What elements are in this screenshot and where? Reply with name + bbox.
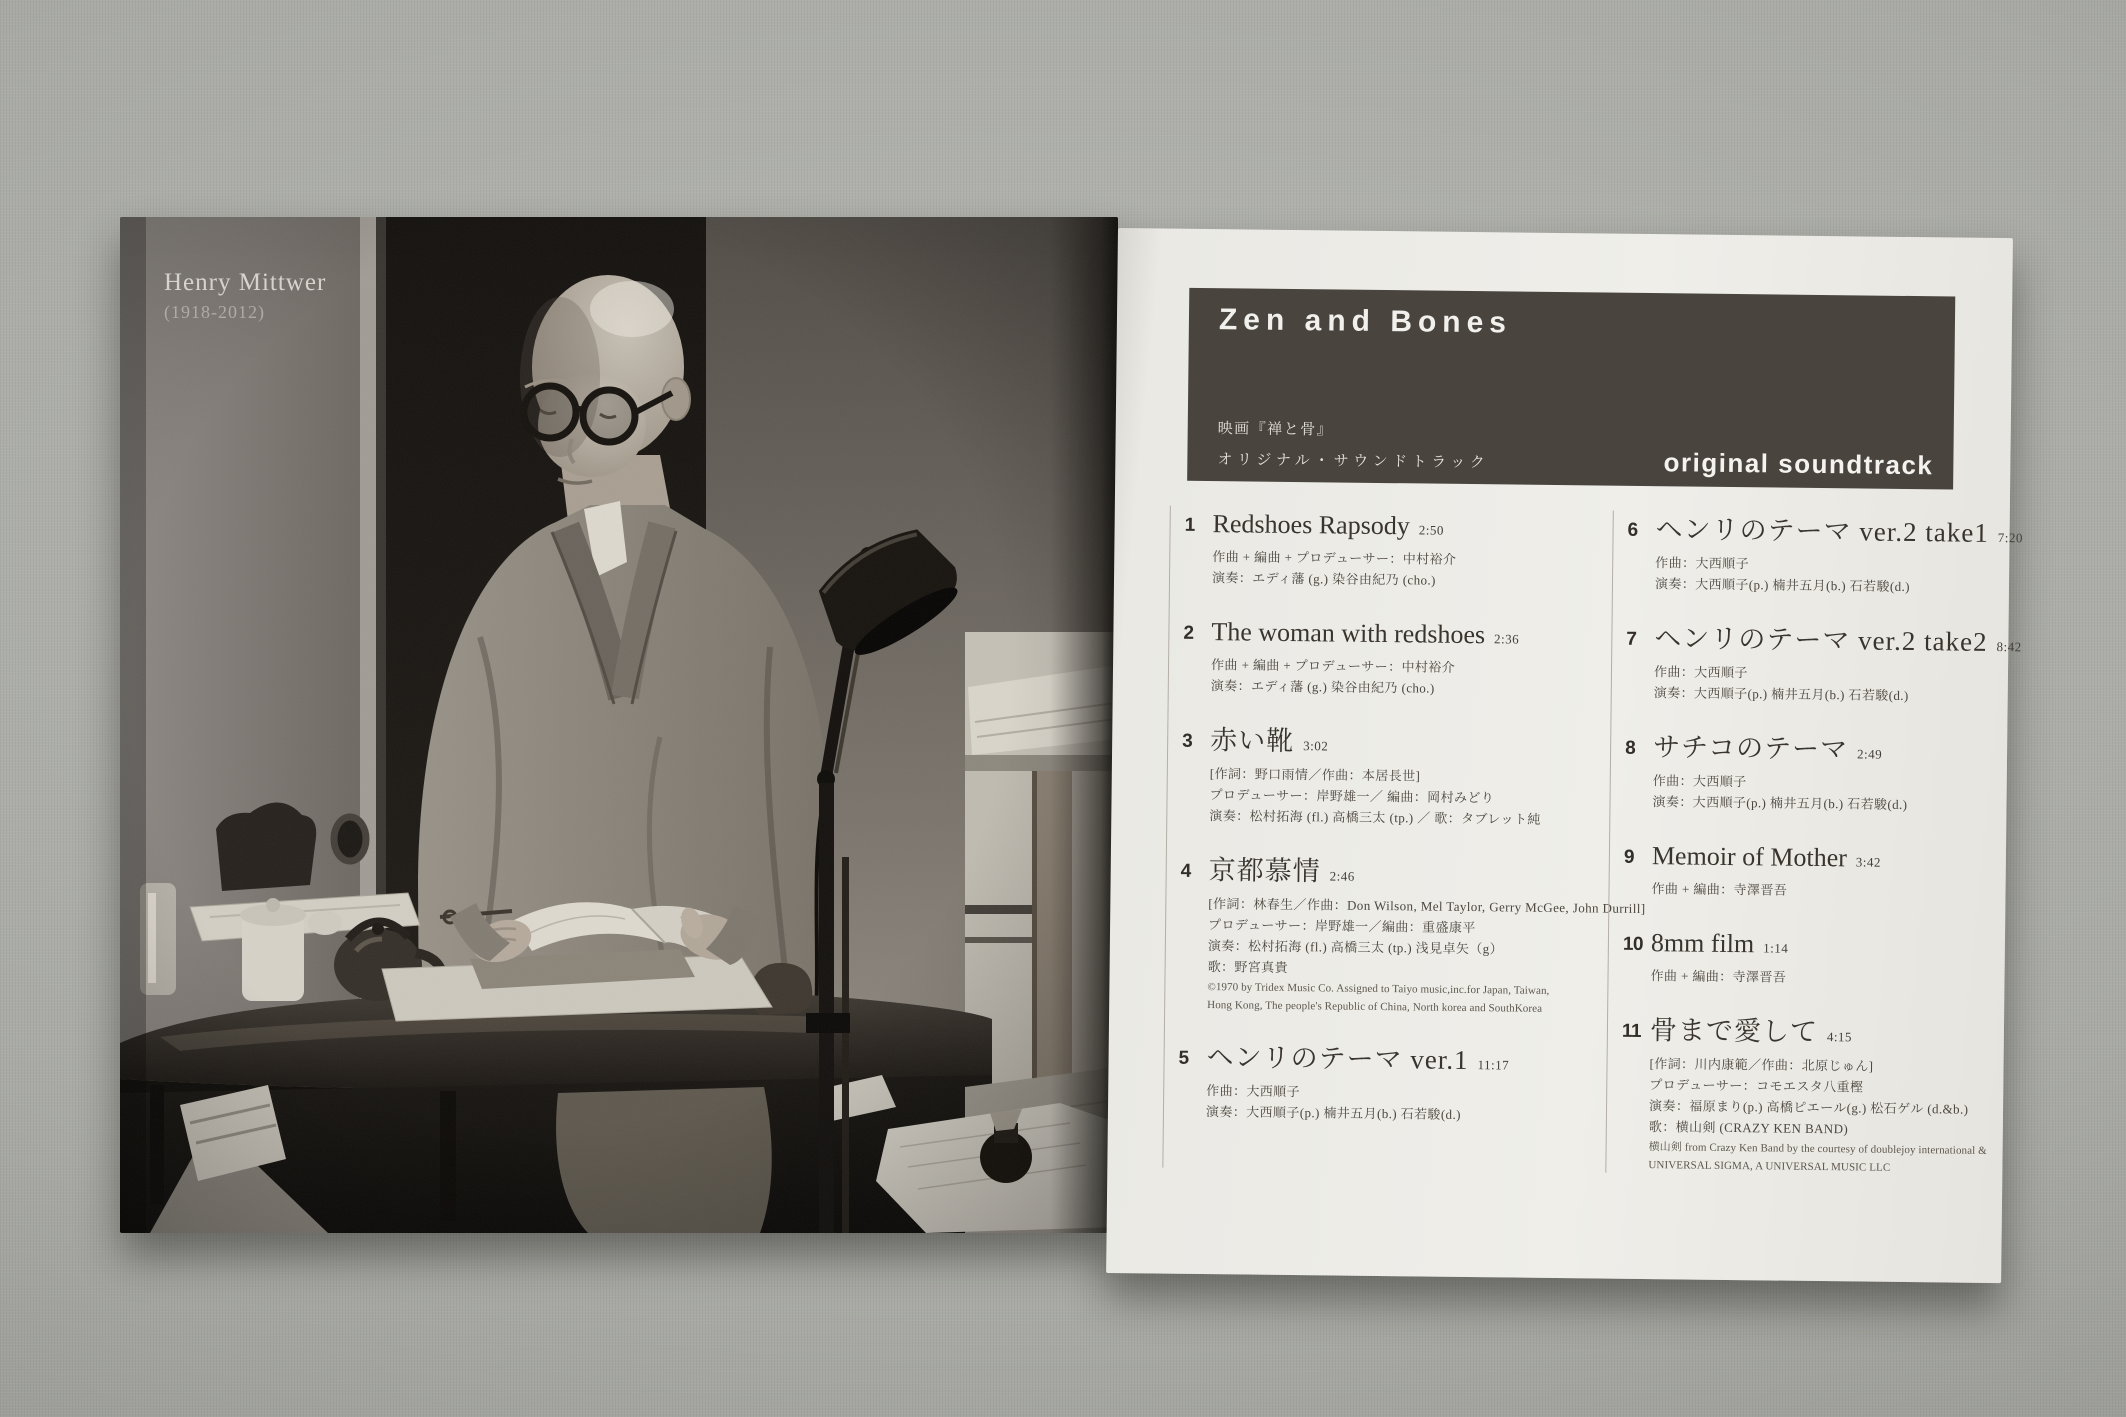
track-credit: 作曲 + 編曲 + プロデューサー：中村裕介 (1210, 657, 1456, 675)
track-credit: 演奏：松村拓海 (fl.) 高橋三太 (tp.) ／ 歌：タブレット純 (1209, 808, 1541, 827)
track-time: 11:17 (1477, 1057, 1510, 1073)
track-title-line (1212, 506, 1597, 550)
track-title-line (1654, 620, 2022, 665)
album-subtitle-jp (1217, 418, 1490, 474)
track-title: Memoir of Mother (1651, 841, 1848, 873)
track-title-line (1206, 1039, 1591, 1084)
track-credit: 演奏：大西順子(p.) 楠井五月(b.) 石若駿(d.) (1653, 685, 1909, 703)
track-body (1651, 838, 2008, 903)
track-item (1184, 506, 1598, 593)
track-title-line (1211, 614, 1596, 658)
track-credit: [作詞：林春生／作曲：Don Wilson, Mel Taylor, Gerry McGee, John Durrill] (1208, 896, 1646, 917)
track-note: Hong Kong, The people's Republic of China, North korea and SouthKorea (1207, 999, 1543, 1015)
track-number: 5 (1178, 1047, 1189, 1069)
album-title: Zen and Bones (1218, 303, 1513, 340)
track-credit: プロデューサー：岸野雄一／編曲：重盛康平 (1208, 917, 1476, 936)
album-subtitle-line1: 映画『禅と骨』 (1217, 421, 1334, 439)
track-credit: [作詞：野口雨情／作曲：本居長世] (1209, 766, 1421, 784)
track-item (1181, 722, 1595, 831)
right-page-tracklist (1106, 228, 2023, 1283)
track-number: 11 (1621, 1020, 1642, 1042)
track-time: 3:02 (1303, 738, 1329, 754)
track-note: ©1970 by Tridex Music Co. Assigned to Taiyo music,inc.for Japan, Taiwan, (1207, 981, 1550, 997)
track-title: The woman with redshoes (1211, 617, 1486, 650)
track-item (1183, 614, 1597, 701)
track-body (1654, 511, 2023, 598)
track-title-line (1653, 729, 2009, 774)
track-time: 2:36 (1493, 631, 1520, 647)
track-body (1652, 729, 2009, 816)
track-credit: 作曲 + 編曲 + プロデューサー：中村裕介 (1212, 549, 1457, 567)
track-body (1209, 722, 1595, 830)
track-title: 8mm film (1650, 928, 1755, 959)
track-credit: [作詞：川内康範／作曲：北原じゅん] (1649, 1056, 1874, 1074)
album-header-band (1187, 288, 1955, 490)
track-number: 10 (1622, 933, 1644, 956)
track-item (1627, 511, 2023, 598)
track-credit: 歌：野宮真貴 (1207, 959, 1289, 975)
track-credit: 演奏：大西順子(p.) 楠井五月(b.) 石若駿(d.) (1205, 1104, 1461, 1122)
track-note: 横山剣 from Crazy Ken Band by the courtesy of doublejoy international & (1648, 1141, 1987, 1157)
track-body (1211, 614, 1597, 700)
track-item (1620, 1012, 2006, 1177)
track-number: 8 (1625, 737, 1636, 759)
track-number: 3 (1182, 730, 1193, 752)
track-credit: 作曲：大西順子 (1655, 555, 1750, 572)
track-note: UNIVERSAL SIGMA, A UNIVERSAL MUSIC LLC (1648, 1159, 1891, 1174)
track-credit: 演奏：松村拓海 (fl.) 高橋三太 (tp.) 浅見卓矢（g） (1207, 938, 1504, 957)
track-credit: 演奏：大西順子(p.) 楠井五月(b.) 石若駿(d.) (1654, 576, 1911, 595)
track-credit: 作曲：大西順子 (1652, 773, 1747, 790)
track-body (1650, 925, 2007, 990)
track-title: ヘンリのテーマ ver.2 take1 (1655, 514, 1989, 548)
track-title: ヘンリのテーマ ver.1 (1206, 1042, 1469, 1076)
track-time: 2:49 (1856, 746, 1883, 762)
track-credit: 作曲：大西順子 (1206, 1083, 1301, 1100)
track-body (1653, 620, 2022, 707)
track-number: 9 (1623, 846, 1635, 868)
track-title: 骨まで愛して (1649, 1015, 1819, 1047)
track-number: 7 (1626, 628, 1637, 650)
track-item (1624, 729, 2009, 816)
left-page-photo (120, 217, 1118, 1233)
track-time: 1:14 (1763, 940, 1789, 956)
track-body (1648, 1012, 2006, 1177)
track-number: 6 (1627, 519, 1638, 541)
track-title-line (1652, 838, 2008, 882)
track-time: 4:15 (1826, 1029, 1853, 1045)
track-title-line (1655, 511, 2023, 556)
track-credit: 演奏：大西順子(p.) 楠井五月(b.) 石若駿(d.) (1652, 794, 1908, 812)
caption-name: Henry Mittwer (164, 269, 327, 296)
track-credit: 作曲 + 編曲：寺澤晋吾 (1651, 881, 1788, 898)
track-title-line (1651, 925, 2007, 969)
track-title-line (1650, 1012, 2006, 1057)
track-credit: プロデューサー：岸野雄一／ 編曲：岡村みどり (1209, 787, 1495, 806)
track-credit: 演奏：エディ藩 (g.) 染谷由紀乃 (cho.) (1210, 678, 1435, 696)
track-credit: プロデューサー：コモエスタ八重樫 (1649, 1077, 1864, 1095)
photo-caption (164, 267, 326, 324)
track-time: 2:46 (1329, 868, 1355, 884)
track-item (1623, 838, 2008, 903)
album-subtitle-line2: オリジナル・サウンドトラック (1217, 452, 1490, 472)
track-number: 1 (1184, 514, 1195, 536)
track-number: 2 (1183, 622, 1194, 644)
track-credit: 演奏：エディ藩 (g.) 染谷由紀乃 (cho.) (1211, 570, 1436, 588)
track-time: 7:20 (1997, 530, 2023, 546)
caption-years: (1918-2012) (164, 302, 265, 323)
track-title-line (1210, 722, 1595, 767)
tracklist (1162, 506, 2023, 1177)
track-credit: 演奏：福原まり(p.) 高橋ピエール(g.) 松石ゲル (d.&b.) (1648, 1098, 1969, 1117)
track-title: 赤い靴 (1210, 725, 1295, 757)
track-credit: 作曲 + 編曲：寺澤晋吾 (1650, 968, 1787, 985)
track-item (1626, 620, 2022, 707)
track-body (1206, 1039, 1592, 1126)
original-soundtrack-label: original soundtrack (1663, 447, 1934, 481)
track-time: 2:50 (1418, 522, 1444, 538)
track-title-line (1208, 852, 1593, 897)
tracklist-col2 (1605, 511, 2023, 1177)
track-title: 京都慕情 (1208, 855, 1321, 887)
track-item (1622, 925, 2007, 990)
track-credit: 作曲：大西順子 (1653, 664, 1748, 681)
track-title: サチコのテーマ (1652, 732, 1849, 765)
track-body (1212, 506, 1598, 592)
track-credit: 歌：横山剣 (CRAZY KEN BAND) (1648, 1119, 1849, 1137)
track-time: 8:42 (1996, 638, 2022, 655)
track-time: 3:42 (1855, 854, 1882, 870)
track-item (1178, 1039, 1592, 1127)
track-number: 4 (1180, 860, 1191, 882)
track-title: Redshoes Rapsody (1212, 509, 1410, 541)
henry-mittwer-photo (120, 217, 1118, 1233)
track-title: ヘンリのテーマ ver.2 take2 (1654, 623, 1988, 657)
